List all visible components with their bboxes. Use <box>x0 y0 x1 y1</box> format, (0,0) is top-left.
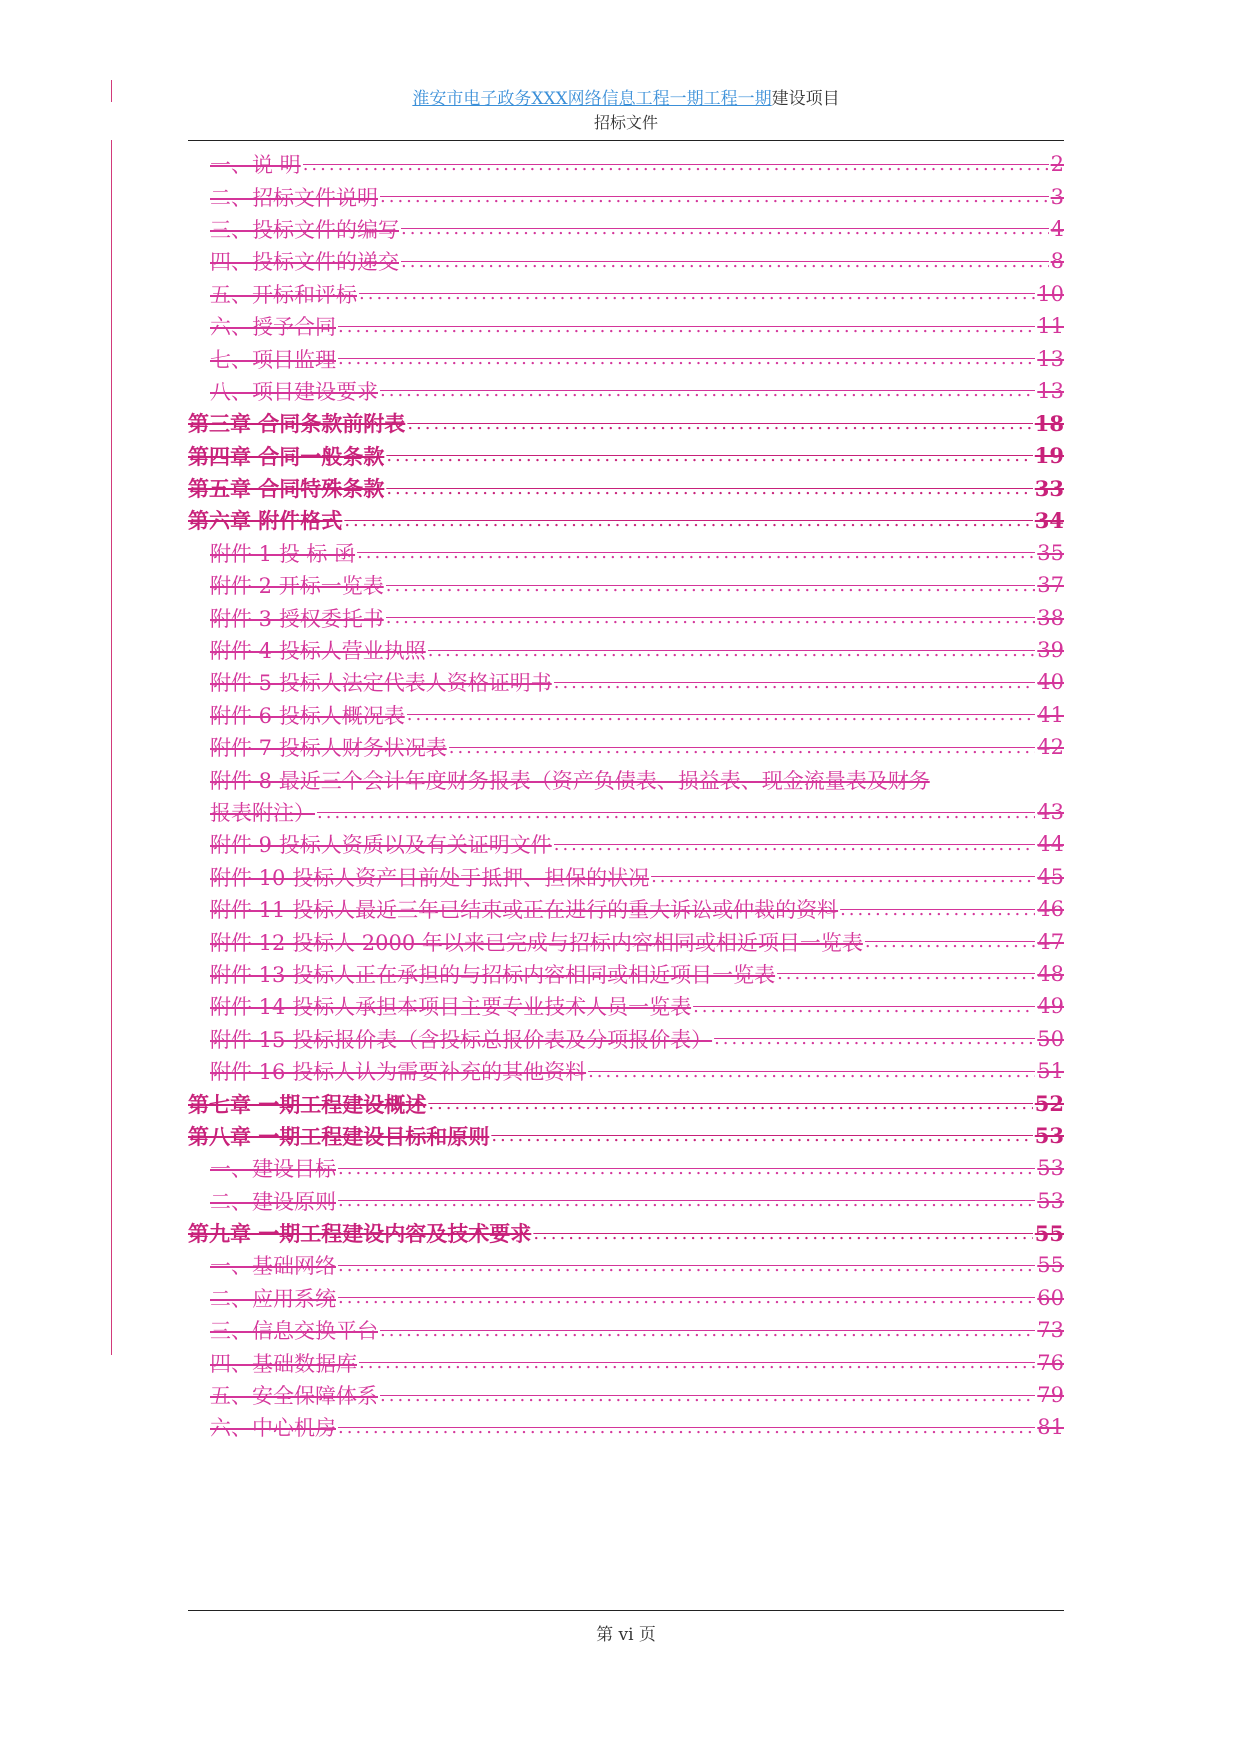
toc-entry[interactable] <box>188 1379 1064 1411</box>
toc-entry-title: 报表附注） <box>210 801 315 825</box>
toc-dot-leader <box>338 1190 1035 1211</box>
toc-dot-leader <box>428 640 1036 661</box>
toc-page-number: 53 <box>1037 1156 1064 1181</box>
toc-dot-leader <box>386 478 1032 499</box>
toc-entry-title: 附件 14 投标人承担本项目主要专业技术人员一览表 <box>210 995 692 1020</box>
toc-dot-leader <box>407 704 1036 725</box>
toc-page-number: 34 <box>1034 507 1064 533</box>
toc-entry[interactable] <box>188 601 1064 633</box>
toc-entry[interactable] <box>188 1249 1064 1281</box>
table-of-contents <box>188 148 1064 1444</box>
toc-page-number: 53 <box>1037 1188 1064 1213</box>
toc-page-number: 42 <box>1037 735 1064 760</box>
toc-entry-title: 五、开标和评标 <box>210 282 357 307</box>
toc-entry-title: 三、投标文件的编写 <box>210 217 399 242</box>
change-bar-main <box>111 140 112 1355</box>
toc-dot-leader <box>380 1320 1035 1341</box>
toc-page-number: 11 <box>1037 314 1064 339</box>
toc-entry[interactable] <box>188 342 1064 374</box>
toc-entry-title: 二、应用系统 <box>210 1286 336 1311</box>
toc-page-number: 19 <box>1034 443 1064 469</box>
toc-dot-leader <box>533 1223 1032 1244</box>
toc-entry-title: 附件 6 投标人概况表 <box>210 703 405 728</box>
change-bar-top <box>111 80 112 102</box>
toc-chapter[interactable] <box>188 1087 1064 1119</box>
toc-page-number: 2 <box>1050 152 1064 177</box>
toc-entry[interactable] <box>188 958 1064 990</box>
toc-page-number: 73 <box>1037 1318 1064 1343</box>
toc-dot-leader <box>554 834 1036 855</box>
toc-chapter[interactable] <box>188 1217 1064 1249</box>
toc-dot-leader <box>386 575 1036 596</box>
toc-dot-leader <box>407 413 1032 434</box>
toc-entry[interactable] <box>188 893 1064 925</box>
toc-entry-title: 第八章 一期工程建设目标和原则 <box>188 1123 490 1149</box>
toc-dot-leader <box>386 445 1032 466</box>
toc-page-number: 8 <box>1050 249 1064 274</box>
toc-entry-title: 附件 2 开标一览表 <box>210 574 384 599</box>
toc-entry-title: 第七章 一期工程建设概述 <box>188 1091 427 1117</box>
toc-entry-title: 附件 8 最近三个会计年度财务报表（资产负债表、损益表、现金流量表及财务 <box>210 768 930 793</box>
toc-page-number: 55 <box>1034 1220 1064 1246</box>
toc-entry[interactable] <box>188 763 1064 795</box>
page-number: 第 vi 页 <box>596 1625 656 1645</box>
toc-entry-title: 五、安全保障体系 <box>210 1384 378 1409</box>
toc-page-number: 79 <box>1037 1383 1064 1408</box>
toc-page-number: 33 <box>1034 475 1064 501</box>
header-title <box>188 88 1064 110</box>
toc-dot-leader <box>693 996 1035 1017</box>
toc-page-number: 10 <box>1037 281 1064 306</box>
toc-entry[interactable] <box>188 180 1064 212</box>
toc-entry[interactable] <box>188 148 1064 180</box>
header-title-revised: 淮安市电子政务XXX网络信息工程一期工程一期 <box>412 89 772 109</box>
toc-chapter[interactable] <box>188 407 1064 439</box>
toc-page-number: 43 <box>1037 800 1064 824</box>
toc-dot-leader <box>380 186 1049 207</box>
toc-page-number: 81 <box>1037 1415 1064 1440</box>
toc-entry-title: 四、基础数据库 <box>210 1351 357 1376</box>
toc-dot-leader <box>359 1352 1035 1373</box>
toc-entry-title: 七、项目监理 <box>210 347 336 372</box>
toc-entry[interactable] <box>188 1152 1064 1184</box>
toc-dot-leader <box>338 348 1035 369</box>
toc-entry[interactable] <box>188 666 1064 698</box>
toc-page-number: 13 <box>1037 378 1064 403</box>
toc-entry[interactable] <box>188 1055 1064 1087</box>
toc-page-number: 60 <box>1037 1285 1064 1310</box>
toc-page-number: 39 <box>1037 638 1064 663</box>
toc-entry-title: 一、建设目标 <box>210 1157 336 1182</box>
toc-dot-leader <box>401 218 1049 239</box>
toc-entry-title: 六、中心机房 <box>210 1416 336 1441</box>
toc-entry[interactable] <box>188 1346 1064 1378</box>
toc-entry-title: 附件 10 投标人资产目前处于抵押、担保的状况 <box>210 865 650 890</box>
toc-dot-leader <box>449 737 1036 758</box>
toc-dot-leader <box>840 899 1035 920</box>
toc-entry-title: 三、信息交换平台 <box>210 1319 378 1344</box>
toc-entry[interactable] <box>188 569 1064 601</box>
header-title-suffix: 建设项目 <box>771 89 840 109</box>
toc-dot-leader <box>714 1028 1035 1049</box>
toc-entry-title: 附件 16 投标人认为需要补充的其他资料 <box>210 1060 587 1085</box>
toc-page-number: 46 <box>1037 897 1064 922</box>
toc-entry[interactable] <box>188 796 1064 828</box>
toc-page-number: 51 <box>1037 1059 1064 1084</box>
toc-entry[interactable] <box>188 828 1064 860</box>
toc-dot-leader <box>386 607 1036 628</box>
toc-dot-leader <box>338 1417 1035 1438</box>
toc-entry-title: 附件 9 投标人资质以及有关证明文件 <box>210 833 552 858</box>
toc-entry[interactable] <box>188 699 1064 731</box>
toc-entry-title: 附件 13 投标人正在承担的与招标内容相同或相近项目一览表 <box>210 962 776 987</box>
toc-dot-leader <box>338 316 1035 337</box>
toc-entry[interactable] <box>188 990 1064 1022</box>
toc-dot-leader <box>380 380 1035 401</box>
toc-entry-title: 第九章 一期工程建设内容及技术要求 <box>188 1221 532 1247</box>
toc-entry-title: 第五章 合同特殊条款 <box>188 476 385 502</box>
toc-page-number: 76 <box>1037 1350 1064 1375</box>
toc-page-number: 37 <box>1037 573 1064 598</box>
toc-page-number: 41 <box>1037 702 1064 727</box>
toc-page-number: 35 <box>1037 540 1064 565</box>
toc-entry-title: 二、建设原则 <box>210 1189 336 1214</box>
toc-page-number: 49 <box>1037 994 1064 1019</box>
toc-entry-title: 第四章 合同一般条款 <box>188 443 385 469</box>
toc-page-number: 47 <box>1037 929 1064 954</box>
toc-dot-leader <box>359 283 1035 304</box>
toc-chapter[interactable] <box>188 472 1064 504</box>
toc-page-number: 40 <box>1037 670 1064 695</box>
toc-dot-leader <box>338 1255 1035 1276</box>
toc-page-number: 3 <box>1050 184 1064 209</box>
toc-entry[interactable] <box>188 375 1064 407</box>
toc-entry-title: 附件 1 投 标 函 <box>210 541 356 566</box>
toc-entry[interactable] <box>188 861 1064 893</box>
toc-entry[interactable] <box>188 731 1064 763</box>
header-subtitle: 招标文件 <box>593 113 658 132</box>
toc-page-number: 55 <box>1037 1253 1064 1278</box>
toc-entry[interactable] <box>188 634 1064 666</box>
toc-dot-leader <box>428 1093 1032 1114</box>
toc-entry[interactable] <box>188 537 1064 569</box>
toc-entry-title: 附件 11 投标人最近三年已结束或正在进行的重大诉讼或仲裁的资料 <box>210 898 839 923</box>
toc-page-number: 4 <box>1050 216 1064 241</box>
toc-entry[interactable] <box>188 245 1064 277</box>
toc-entry-title: 附件 12 投标人 2000 年以来已完成与招标内容相同或相近项目一览表 <box>210 930 863 955</box>
toc-entry[interactable] <box>188 925 1064 957</box>
toc-entry-title: 第三章 合同条款前附表 <box>188 411 406 437</box>
toc-entry-title: 一、说 明 <box>210 153 301 178</box>
toc-entry[interactable] <box>188 1411 1064 1443</box>
toc-entry-title: 四、投标文件的递交 <box>210 250 399 275</box>
toc-page-number: 18 <box>1034 410 1064 436</box>
toc-dot-leader <box>588 1061 1035 1082</box>
toc-dot-leader <box>338 1287 1035 1308</box>
toc-dot-leader <box>554 672 1036 693</box>
toc-dot-leader <box>344 510 1032 531</box>
toc-page-number: 45 <box>1037 864 1064 889</box>
toc-entry-title: 附件 5 投标人法定代表人资格证明书 <box>210 671 552 696</box>
toc-entry-title: 附件 7 投标人财务状况表 <box>210 736 447 761</box>
toc-entry-title: 一、基础网络 <box>210 1254 336 1279</box>
toc-chapter[interactable] <box>188 1120 1064 1152</box>
toc-entry[interactable] <box>188 1282 1064 1314</box>
toc-dot-leader <box>651 866 1035 887</box>
toc-chapter[interactable] <box>188 440 1064 472</box>
toc-entry-title: 八、项目建设要求 <box>210 379 378 404</box>
toc-entry-title: 六、授予合同 <box>210 315 336 340</box>
toc-page-number: 44 <box>1037 832 1064 857</box>
toc-dot-leader <box>317 802 1035 823</box>
toc-dot-leader <box>491 1125 1032 1146</box>
header-rule <box>188 140 1064 141</box>
toc-dot-leader <box>303 154 1049 175</box>
toc-entry-title: 二、招标文件说明 <box>210 185 378 210</box>
toc-dot-leader <box>777 963 1035 984</box>
toc-page-number: 53 <box>1034 1123 1064 1149</box>
toc-dot-leader <box>338 1158 1035 1179</box>
footer-rule <box>188 1610 1064 1611</box>
toc-entry-title: 附件 15 投标报价表（含投标总报价表及分项报价表） <box>210 1027 713 1052</box>
toc-entry-title: 附件 3 授权委托书 <box>210 606 384 631</box>
toc-entry[interactable] <box>188 1314 1064 1346</box>
toc-dot-leader <box>401 251 1049 272</box>
toc-page-number: 52 <box>1034 1091 1064 1117</box>
toc-dot-leader <box>865 931 1035 952</box>
toc-page-number: 13 <box>1037 346 1064 371</box>
toc-entry[interactable] <box>188 1185 1064 1217</box>
toc-chapter[interactable] <box>188 504 1064 536</box>
toc-entry-title: 附件 4 投标人营业执照 <box>210 639 426 664</box>
toc-entry[interactable] <box>188 310 1064 342</box>
toc-dot-leader <box>380 1385 1035 1406</box>
toc-entry[interactable] <box>188 213 1064 245</box>
toc-page-number: 48 <box>1037 961 1064 986</box>
toc-entry-title: 第六章 附件格式 <box>188 508 343 534</box>
page-header <box>188 88 1064 134</box>
toc-page-number: 38 <box>1037 605 1064 630</box>
toc-dot-leader <box>357 542 1035 563</box>
toc-entry[interactable] <box>188 278 1064 310</box>
toc-entry[interactable] <box>188 1023 1064 1055</box>
toc-page-number: 50 <box>1037 1026 1064 1051</box>
